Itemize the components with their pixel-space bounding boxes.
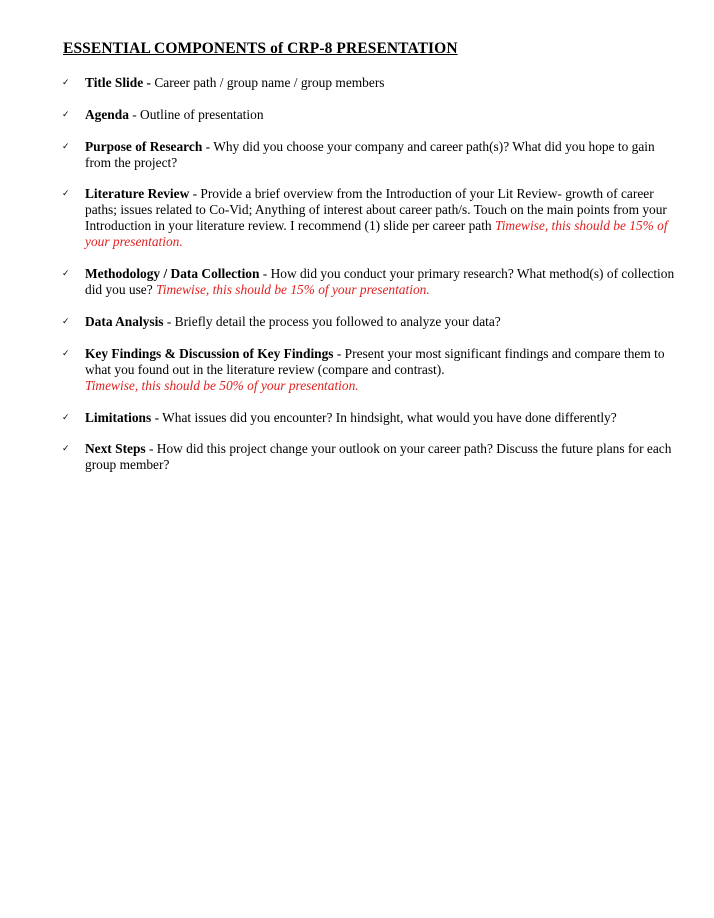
- checkmark-icon: ✓: [62, 412, 70, 423]
- item-description: - Outline of presentation: [128, 106, 264, 122]
- item-description: Career path / group name / group members: [150, 75, 385, 90]
- list-item: [62, 139, 677, 171]
- checkmark-icon: ✓: [62, 78, 70, 88]
- item-label: Purpose of Research: [85, 138, 203, 154]
- checkmark-icon: ✓: [62, 444, 70, 455]
- item-label: Next Steps: [85, 441, 146, 457]
- checkmark-icon: ✓: [62, 316, 70, 327]
- item-label: Methodology / Data Collection: [85, 266, 260, 282]
- list-item: [62, 441, 677, 473]
- checkmark-icon: ✓: [62, 348, 70, 359]
- item-label: Key Findings & Discussion of Key Findings: [85, 345, 334, 361]
- list-item: [62, 314, 677, 330]
- item-label: Title Slide -: [85, 75, 151, 90]
- timewise-note: Timewise, this should be 15% of your presentation.: [156, 282, 430, 298]
- list-item: [62, 75, 677, 91]
- item-description: - How did this project change your outlook on your career path? Discuss the future plans for each group member?: [85, 441, 672, 473]
- item-description: - What issues did you encounter? In hindsight, what would you have done differently?: [151, 409, 617, 425]
- list-item: [62, 186, 677, 250]
- item-description: - Present your most significant findings and compare them to what you found out in the literature review (compare and contrast).: [85, 345, 665, 377]
- list-item: [62, 266, 677, 298]
- checkmark-icon: ✓: [62, 189, 70, 200]
- timewise-note: Timewise, this should be 50% of your presentation.: [85, 377, 359, 393]
- checkmark-icon: ✓: [62, 269, 70, 280]
- item-description: - Briefly detail the process you followed to analyze your data?: [163, 313, 501, 329]
- item-description: - How did you conduct your primary research? What method(s) of collection did you use?: [85, 266, 675, 298]
- components-list: [62, 75, 677, 489]
- list-item: [62, 410, 677, 426]
- item-label: Limitations: [85, 409, 152, 425]
- list-item: [62, 107, 677, 123]
- item-label: Literature Review: [85, 186, 190, 202]
- item-description: - Why did you choose your company and career path(s)? What did you hope to gain from the project?: [85, 138, 655, 170]
- checkmark-icon: ✓: [62, 141, 70, 152]
- item-label: Data Analysis: [85, 313, 164, 329]
- checkmark-icon: ✓: [62, 109, 70, 120]
- item-description: - Provide a brief overview from the Introduction of your Lit Review- growth of career paths; issues related to Co-Vid; Anything of interest about career path/s. Touch on the main points from your Introduction in your literature review. I recommend (1) slide per career path: [85, 186, 667, 234]
- page-title: ESSENTIAL COMPONENTS of CRP-8 PRESENTATION: [63, 40, 458, 57]
- item-label: Agenda: [85, 106, 129, 122]
- timewise-note: Timewise, this should be 15% of your presentation.: [85, 218, 668, 250]
- list-item: [62, 346, 677, 394]
